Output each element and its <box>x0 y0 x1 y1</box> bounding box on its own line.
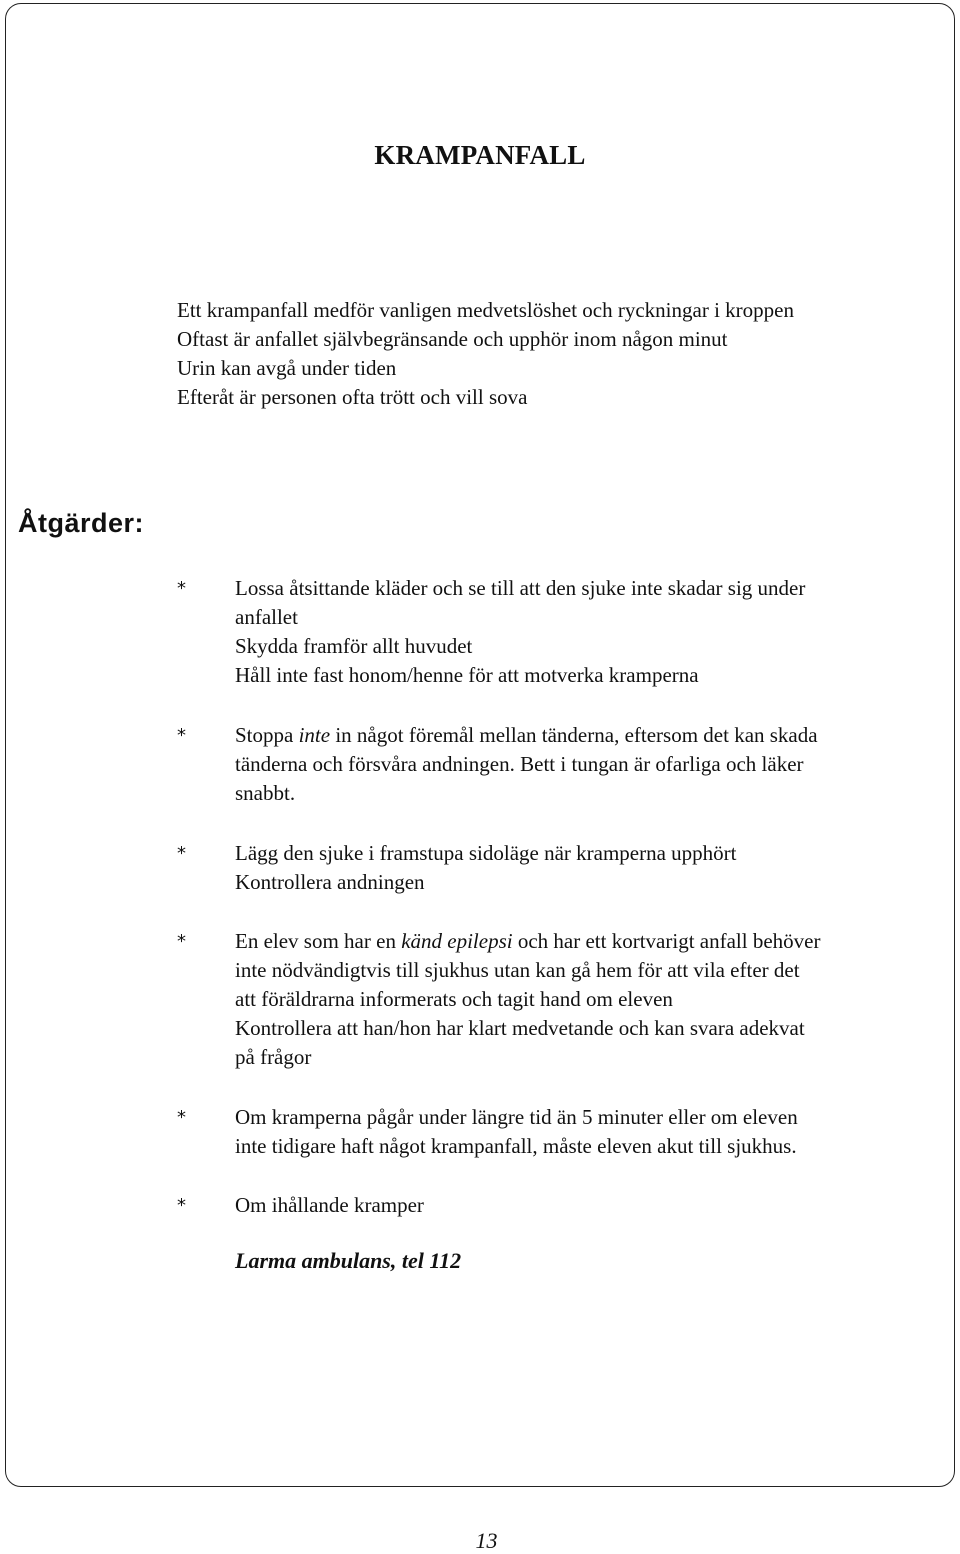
list-item-text <box>235 927 925 1072</box>
list-item-line: Lossa åtsittande kläder och se till att den sjuke inte skadar sig under <box>235 576 806 600</box>
list-item-line: anfallet <box>235 605 298 629</box>
actions-heading: Åtgärder: <box>18 508 145 538</box>
list-item-line: snabbt. <box>235 781 296 805</box>
list-item-line: Håll inte fast honom/henne för att motverka kramperna <box>235 663 699 687</box>
list-item-line: inte nödvändigtvis till sjukhus utan kan gå hem för att vila efter det <box>235 958 800 982</box>
intro-line: Urin kan avgå under tiden <box>177 356 397 380</box>
asterisk-bullet: * <box>177 931 186 952</box>
text-segment: och har ett kortvarigt anfall behöver <box>512 929 821 953</box>
list-item-line: Skydda framför allt huvudet <box>235 634 473 658</box>
list-item-line: inte tidigare haft något krampanfall, måste eleven akut till sjukhus. <box>235 1134 797 1158</box>
list-item-line: tänderna och försvåra andningen. Bett i tungan är ofarliga och läker <box>235 752 804 776</box>
emphasis: inte <box>298 723 331 747</box>
list-item-text <box>235 1191 925 1220</box>
intro-line: Efteråt är personen ofta trött och vill sova <box>177 385 528 409</box>
list-item-line: Om kramperna pågår under längre tid än 5 minuter eller om eleven <box>235 1105 798 1129</box>
list-item-text <box>235 839 925 897</box>
asterisk-bullet: * <box>177 725 186 746</box>
page-number: 13 <box>475 1528 498 1553</box>
asterisk-bullet: * <box>177 843 186 864</box>
intro-line: Oftast är anfallet självbegränsande och upphör inom någon minut <box>177 327 728 351</box>
list-item-text <box>235 574 925 690</box>
page-title: KRAMPANFALL <box>374 140 586 170</box>
list-item-line: Kontrollera att han/hon har klart medvetande och kan svara adekvat <box>235 1016 805 1040</box>
list-item-line <box>235 721 925 750</box>
list-item-text <box>235 1103 925 1161</box>
list-item-line: Kontrollera andningen <box>235 870 425 894</box>
list-item-line: på frågor <box>235 1045 312 1069</box>
text-segment: En elev som har en <box>235 929 402 953</box>
list-item-line: att föräldrarna informerats och tagit hand om eleven <box>235 987 673 1011</box>
asterisk-bullet: * <box>177 1195 186 1216</box>
asterisk-bullet: * <box>177 1107 186 1128</box>
list-item-line <box>235 927 925 956</box>
intro-paragraph <box>177 296 794 412</box>
asterisk-bullet: * <box>177 578 186 599</box>
list-item-line: Om ihållande kramper <box>235 1193 424 1217</box>
emphasis: känd epilepsi <box>401 929 513 953</box>
emergency-call-note: Larma ambulans, tel 112 <box>235 1248 462 1273</box>
list-item-text <box>235 721 925 808</box>
intro-line: Ett krampanfall medför vanligen medvetslöshet och ryckningar i kroppen <box>177 298 794 322</box>
text-segment: in något föremål mellan tänderna, eftersom det kan skada <box>330 723 818 747</box>
text-segment: Stoppa <box>235 723 299 747</box>
list-item-line: Lägg den sjuke i framstupa sidoläge när kramperna upphört <box>235 841 737 865</box>
